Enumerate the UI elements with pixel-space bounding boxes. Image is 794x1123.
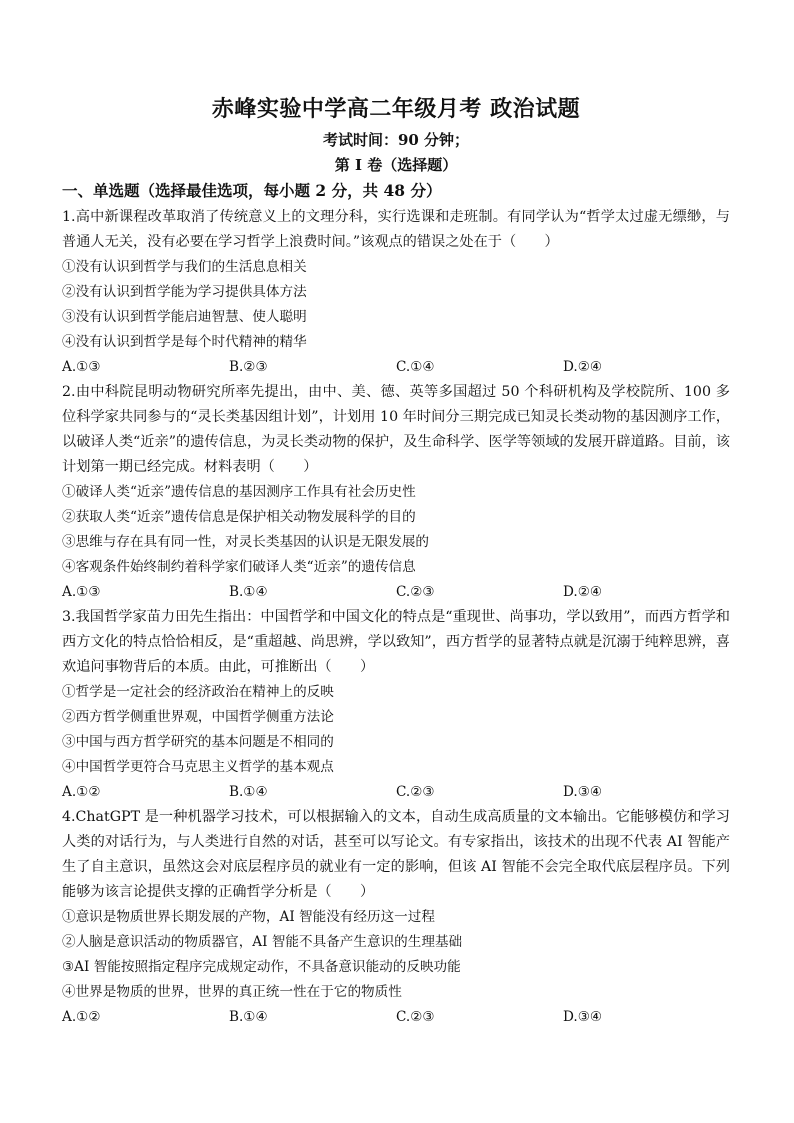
statement-3: ③没有认识到哲学能启迪智慧、使人聪明: [62, 309, 307, 325]
choice-d: D.②④: [563, 584, 603, 600]
volume-heading: 第 I 卷（选择题）: [334, 156, 458, 174]
choice-b: B.②③: [229, 359, 268, 375]
question-stem: 3.我国哲学家苗力田先生指出：中国哲学和中国文化的特点是“重现世、尚事功，学以致用”，而西方哲学和西方文化的特点恰恰相反，是“重超越、尚思辨，学以致知”，西方哲学的显著特点就是沉溺于纯粹思辨，喜欢追问事物背后的本质。由此，可推断出（ ）: [62, 609, 730, 675]
statement-4: ④没有认识到哲学是每个时代精神的精华: [62, 334, 307, 350]
exam-time: 考试时间：90 分钟；: [322, 131, 470, 149]
statement-4: ④中国哲学更符合马克思主义哲学的基本观点: [62, 759, 334, 775]
choice-a: A.①②: [62, 1009, 101, 1025]
choice-b: B.①④: [229, 1009, 268, 1025]
answer-choices: [62, 355, 730, 380]
choice-d: D.③④: [563, 784, 603, 800]
choice-a: A.①②: [62, 784, 101, 800]
question-stem: 4.ChatGPT 是一种机器学习技术，可以根据输入的文本，自动生成高质量的文本输出。它能够模仿和学习人类的对话行为，与人类进行自然的对话，甚至可以写论文。有专家指出，该技术的出现不代表 AI 智能产生了自主意识，虽然这会对底层程序员的就业有一定的影响，但该 AI 智能不会完全取代底层程序员。下列能够为该言论提供支撑的正确哲学分析是（ ）: [62, 809, 730, 900]
statement-1: ①哲学是一定社会的经济政治在精神上的反映: [62, 684, 334, 700]
choice-d: D.②④: [563, 359, 603, 375]
answer-choices: [62, 780, 730, 805]
section-heading: 一、单选题（选择最佳选项，每小题 2 分，共 48 分）: [62, 181, 442, 200]
choice-a: A.①③: [62, 359, 101, 375]
statement-3: ③思维与存在具有同一性，对灵长类基因的认识是无限发展的: [62, 534, 430, 550]
statement-3: ③中国与西方哲学研究的基本问题是不相同的: [62, 734, 334, 750]
question-1: [62, 205, 730, 380]
statement-4: ④客观条件始终制约着科学家们破译人类“近亲”的遗传信息: [62, 559, 416, 575]
statement-2: ②西方哲学侧重世界观，中国哲学侧重方法论: [62, 709, 334, 725]
choice-c: C.①④: [396, 359, 435, 375]
choice-c: C.②③: [396, 784, 435, 800]
question-4: [62, 805, 730, 1030]
statement-1: ①没有认识到哲学与我们的生活息息相关: [62, 259, 307, 275]
choice-a: A.①③: [62, 584, 101, 600]
statement-4: ④世界是物质的世界，世界的真正统一性在于它的物质性: [62, 984, 402, 1000]
choice-b: B.①④: [229, 784, 268, 800]
question-2: [62, 380, 730, 605]
statement-2: ②获取人类“近亲”遗传信息是保护相关动物发展科学的目的: [62, 509, 416, 525]
statement-3: ③AI 智能按照指定程序完成规定动作，不具备意识能动的反映功能: [62, 959, 461, 975]
question-stem: 2.由中科院昆明动物研究所率先提出，由中、美、德、英等多国超过 50 个科研机构及学校院所、100 多位科学家共同参与的“灵长类基因组计划”，计划用 10 年时间分三期完成已知灵长类动物的基因测序工作，以破译人类“近亲”的遗传信息，为灵长类动物的保护，及生命科学、医学等领域的发展开辟道路。目前，该计划第一期已经完成。材料表明（ ）: [62, 384, 730, 475]
page-title: 赤峰实验中学高二年级月考 政治试题: [211, 96, 581, 122]
choice-c: C.②③: [396, 1009, 435, 1025]
question-3: [62, 605, 730, 805]
statement-2: ②没有认识到哲学能为学习提供具体方法: [62, 284, 307, 300]
statement-1: ①破译人类“近亲”遗传信息的基因测序工作具有社会历史性: [62, 484, 416, 500]
choice-c: C.②③: [396, 584, 435, 600]
exam-page: [62, 92, 730, 1030]
question-stem: 1.高中新课程改革取消了传统意义上的文理分科，实行选课和走班制。有同学认为“哲学太过虚无缥缈，与普通人无关，没有必要在学习哲学上浪费时间。”该观点的错误之处在于（ ）: [62, 209, 730, 250]
statement-2: ②人脑是意识活动的物质器官，AI 智能不具备产生意识的生理基础: [62, 934, 463, 950]
answer-choices: [62, 580, 730, 605]
choice-d: D.③④: [563, 1009, 603, 1025]
choice-b: B.①④: [229, 584, 268, 600]
answer-choices: [62, 1005, 730, 1030]
statement-1: ①意识是物质世界长期发展的产物，AI 智能没有经历这一过程: [62, 909, 435, 925]
